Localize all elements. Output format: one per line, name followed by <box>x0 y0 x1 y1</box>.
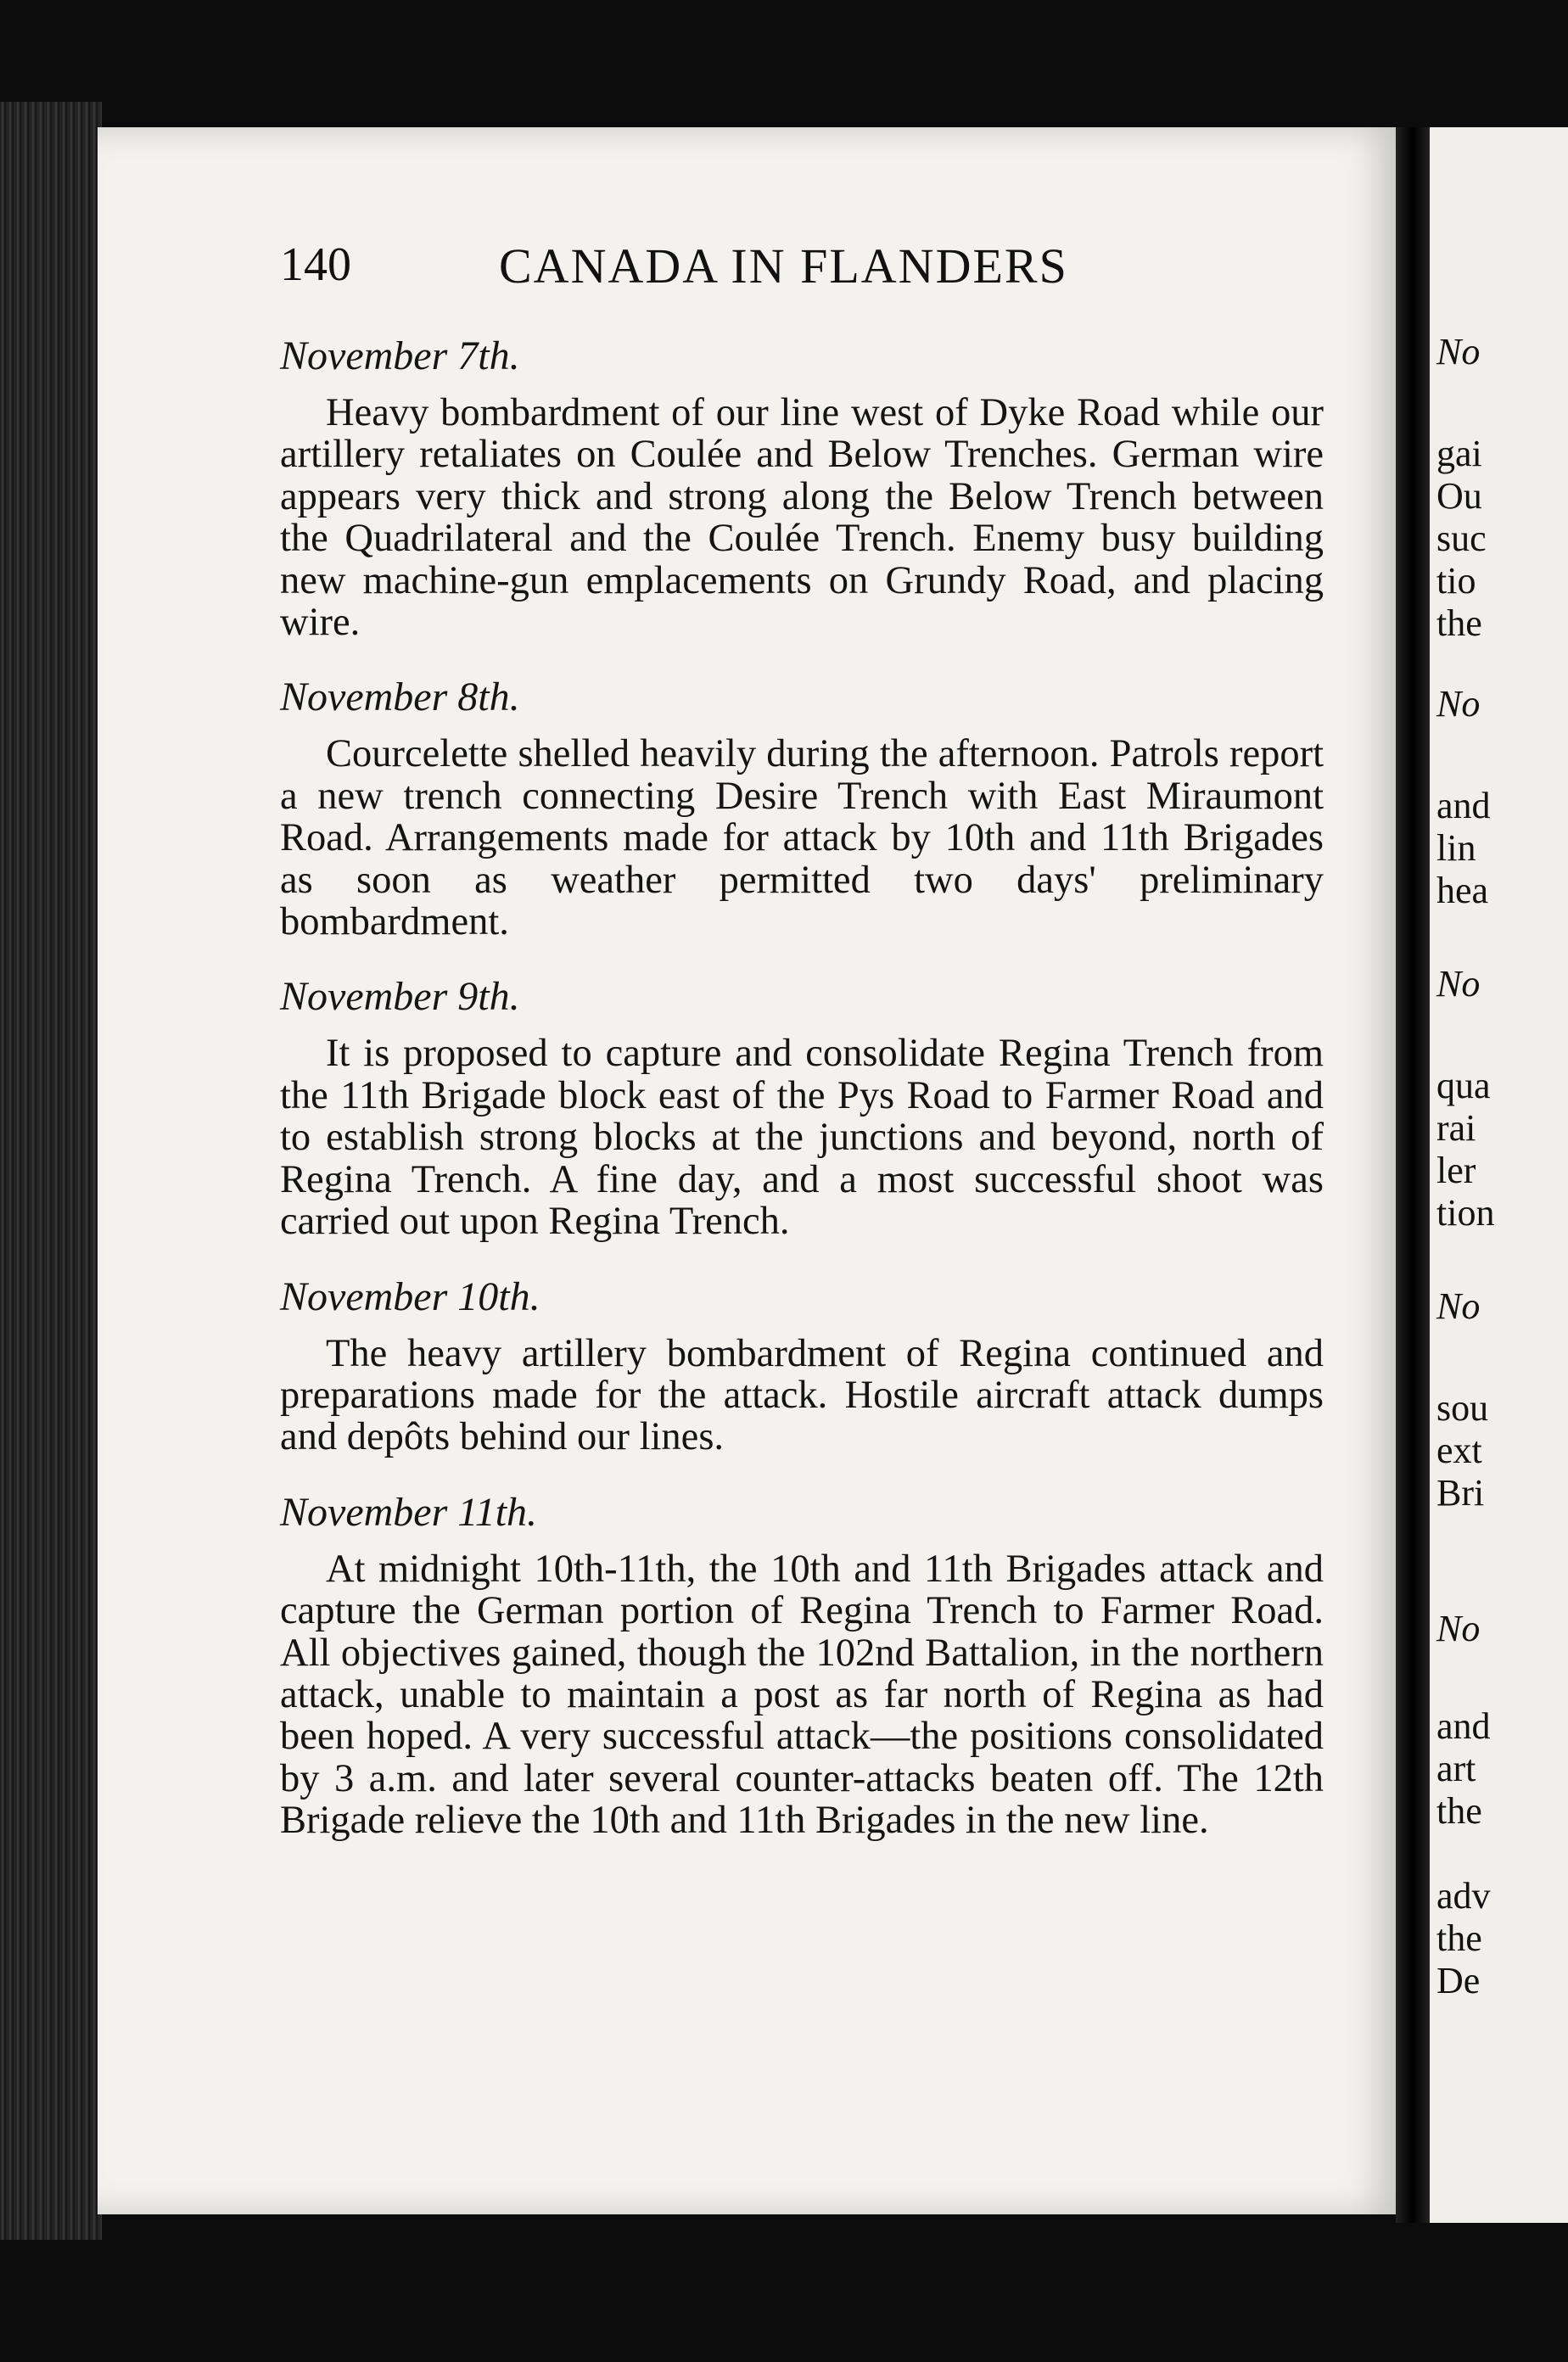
entry-date-heading: November 8th. <box>280 674 520 720</box>
facing-page <box>1430 127 1568 2223</box>
facing-page-fragment: No <box>1436 1285 1481 1327</box>
facing-page-fragment: gai <box>1436 433 1482 474</box>
facing-page-fragment: the <box>1436 1917 1482 1959</box>
diary-entry <box>280 971 1324 1242</box>
entry-date-heading: November 7th. <box>280 333 520 378</box>
facing-page-fragment: art <box>1436 1748 1476 1789</box>
entry-paragraph: Courcelette shelled heavily during the afternoon. Patrols report a new trench connecting Desire Trench with East Miraumont Road. Arrangements made for attack by 10th and 11th Brigades as soon as weather permitted two days' preliminary bombardment. <box>280 732 1324 944</box>
facing-page-fragment: tion <box>1436 1192 1495 1234</box>
page-number: 140 <box>280 238 351 291</box>
facing-page-fragment: No <box>1436 1608 1481 1649</box>
facing-page-fragment: tio <box>1436 560 1476 602</box>
entry-paragraph: At midnight 10th-11th, the 10th and 11th Brigades attack and capture the German portion of Regina Trench to Farmer Road. All objectives gained, though the 102nd Battalion, in the northern attack, unable to maintain a post as far north of Regina as had been hoped. A very successful attack—the positions consolidated by 3 a.m. and later several counter-attacks beaten off. The 12th Brigade relieve the 10th and 11th Brigades in the new line. <box>280 1547 1324 1843</box>
facing-page-fragment: ext <box>1436 1430 1482 1471</box>
diary-entry <box>280 331 1324 643</box>
facing-page-fragment: and <box>1436 1705 1491 1747</box>
book-page-edges <box>0 102 102 2240</box>
facing-page-fragment: qua <box>1436 1065 1491 1106</box>
page-body <box>280 331 1324 1871</box>
book-gutter <box>1396 127 1430 2223</box>
facing-page-fragment: lin <box>1436 827 1476 869</box>
facing-page-fragment: hea <box>1436 870 1489 911</box>
facing-page-fragment: De <box>1436 1960 1481 2001</box>
entry-date-heading: November 9th. <box>280 974 520 1020</box>
facing-page-fragment: Bri <box>1436 1472 1485 1514</box>
facing-page-fragment: sou <box>1436 1387 1489 1429</box>
running-head: CANADA IN FLANDERS <box>499 238 1068 294</box>
facing-page-fragment: Ou <box>1436 475 1482 517</box>
entry-paragraph: Heavy bombardment of our line west of Dyke Road while our artillery retaliates on Coulée and Below Trenches. German wire appears very thick and strong along the Below Trench between the Quadrilateral and the Coulée Trench. Enemy busy building new machine-gun emplacements on Grundy Road, and placing wire. <box>280 391 1324 645</box>
facing-page-fragment: suc <box>1436 518 1487 559</box>
facing-page-fragment: rai <box>1436 1107 1476 1149</box>
entry-date-heading: November 10th. <box>280 1273 540 1319</box>
facing-page-fragment: and <box>1436 785 1491 826</box>
page-header <box>280 229 1332 305</box>
facing-page-fragment: No <box>1436 331 1481 372</box>
diary-entry <box>280 1272 1324 1458</box>
entry-paragraph: The heavy artillery bombardment of Regina continued and preparations made for the attack. Hostile aircraft attack dumps and depôts behind our lines. <box>280 1331 1324 1459</box>
facing-page-fragment: the <box>1436 602 1482 644</box>
entry-paragraph: It is proposed to capture and consolidate Regina Trench from the 11th Brigade block east of the Pys Road to Farmer Road and to establish strong blocks at the junctions and beyond, north of Regina Trench. A fine day, and a most successful shoot was carried out upon Regina Trench. <box>280 1032 1324 1244</box>
facing-page-fragment: No <box>1436 963 1481 1005</box>
entry-date-heading: November 11th. <box>280 1489 538 1535</box>
facing-page-fragment: adv <box>1436 1875 1491 1917</box>
facing-page-fragment: No <box>1436 683 1481 725</box>
facing-page-fragment: ler <box>1436 1150 1476 1191</box>
diary-entry <box>280 672 1324 943</box>
facing-page-fragment: the <box>1436 1790 1482 1832</box>
diary-entry <box>280 1487 1324 1842</box>
